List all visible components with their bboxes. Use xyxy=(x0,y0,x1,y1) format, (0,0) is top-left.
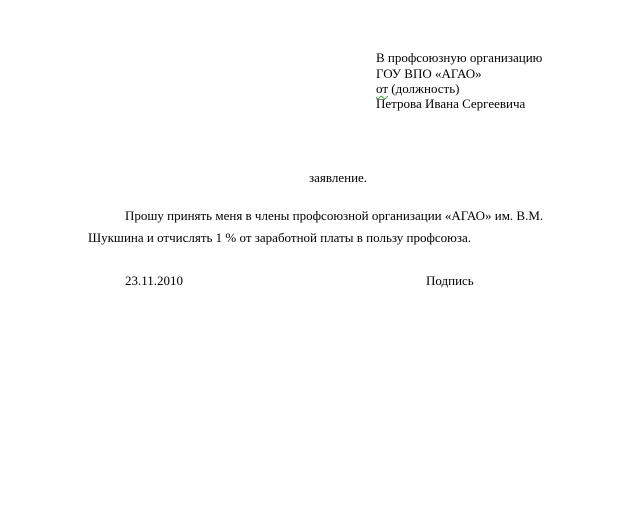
body-text-line-1: Прошу принять меня в члены профсоюзной организации «АГАО» им. В.М. xyxy=(125,208,544,223)
applicant-name: Петрова Ивана Сергеевича xyxy=(376,96,526,111)
addressee-position xyxy=(376,81,460,96)
addressee-institution: ГОУ ВПО «АГАО» xyxy=(376,66,482,81)
addressee-organization: В профсоюзную организацию xyxy=(376,50,543,65)
signature-label: Подпись xyxy=(426,273,474,288)
document-title: заявление. xyxy=(309,170,368,185)
document-date: 23.11.2010 xyxy=(125,273,184,288)
position-placeholder: (должность) xyxy=(388,81,460,96)
spellcheck-marked-word: от xyxy=(376,81,389,96)
body-text-line-2: Шукшина и отчислять 1 % от заработной платы в пользу профсоюза. xyxy=(88,230,471,245)
